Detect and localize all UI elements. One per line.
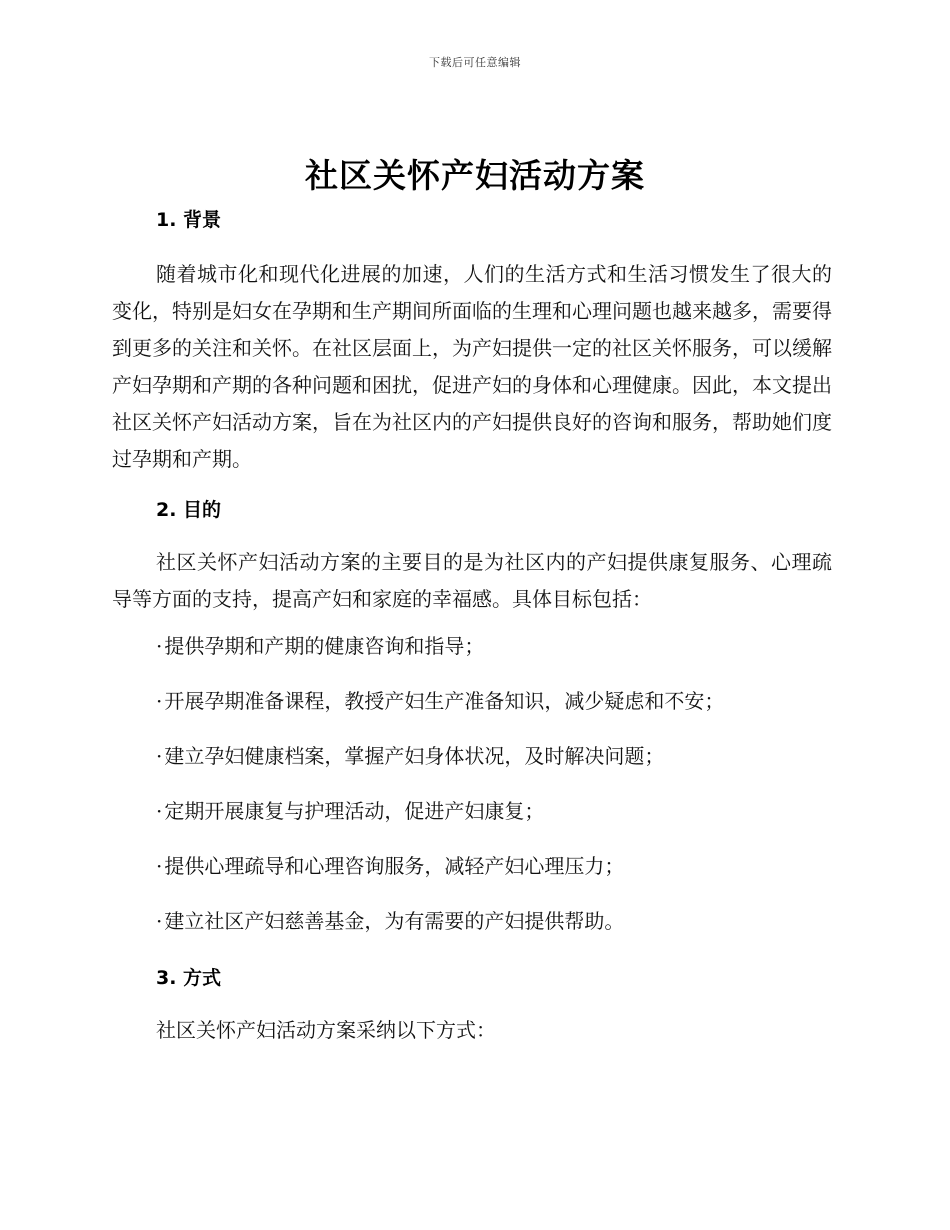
- document-body: [112, 200, 832, 1049]
- list-item: [112, 793, 832, 848]
- bullet-icon: ·: [156, 634, 163, 658]
- section-heading-methods: 3. 方式: [156, 967, 222, 989]
- document-title: 社区关怀产妇活动方案: [305, 156, 645, 195]
- list-item: [112, 738, 832, 793]
- list-item-text: 开展孕期准备课程，教授产妇生产准备知识，减少疑虑和不安；: [164, 689, 725, 713]
- page-header: 下载后可任意编辑: [429, 56, 521, 69]
- list-item: [112, 628, 832, 683]
- list-item-text: 提供孕期和产期的健康咨询和指导；: [164, 634, 485, 658]
- section-heading-background: 1. 背景: [156, 209, 222, 231]
- bullet-icon: ·: [156, 799, 163, 823]
- bullet-icon: ·: [156, 744, 163, 768]
- list-item-text: 定期开展康复与护理活动，促进产妇康复；: [164, 799, 545, 823]
- bullet-icon: ·: [156, 689, 163, 713]
- section-heading-purpose: 2. 目的: [156, 499, 222, 521]
- bullet-icon: ·: [156, 854, 163, 878]
- list-item: [112, 848, 832, 903]
- bullet-icon: ·: [156, 909, 163, 933]
- list-item: [112, 903, 832, 958]
- list-item-text: 提供心理疏导和心理咨询服务，减轻产妇心理压力；: [164, 854, 625, 878]
- section-paragraph-purpose: 社区关怀产妇活动方案的主要目的是为社区内的产妇提供康复服务、心理疏导等方面的支持，提高产妇和家庭的幸福感。具体目标包括：: [112, 550, 832, 611]
- section-paragraph-background: 随着城市化和现代化进展的加速，人们的生活方式和生活习惯发生了很大的变化，特别是妇女在孕期和生产期间所面临的生理和心理问题也越来越多，需要得到更多的关注和关怀。在社区层面上，为产妇提供一定的社区关怀服务，可以缓解产妇孕期和产期的各种问题和困扰，促进产妇的身体和心理健康。因此，本文提出社区关怀产妇活动方案，旨在为社区内的产妇提供良好的咨询和服务，帮助她们度过孕期和产期。: [112, 262, 832, 471]
- section-paragraph-methods: 社区关怀产妇活动方案采纳以下方式：: [156, 1018, 496, 1042]
- list-item-text: 建立社区产妇慈善基金，为有需要的产妇提供帮助。: [164, 909, 625, 933]
- list-item-text: 建立孕妇健康档案，掌握产妇身体状况，及时解决问题；: [164, 744, 665, 768]
- list-item: [112, 683, 832, 738]
- goals-list: [112, 628, 832, 958]
